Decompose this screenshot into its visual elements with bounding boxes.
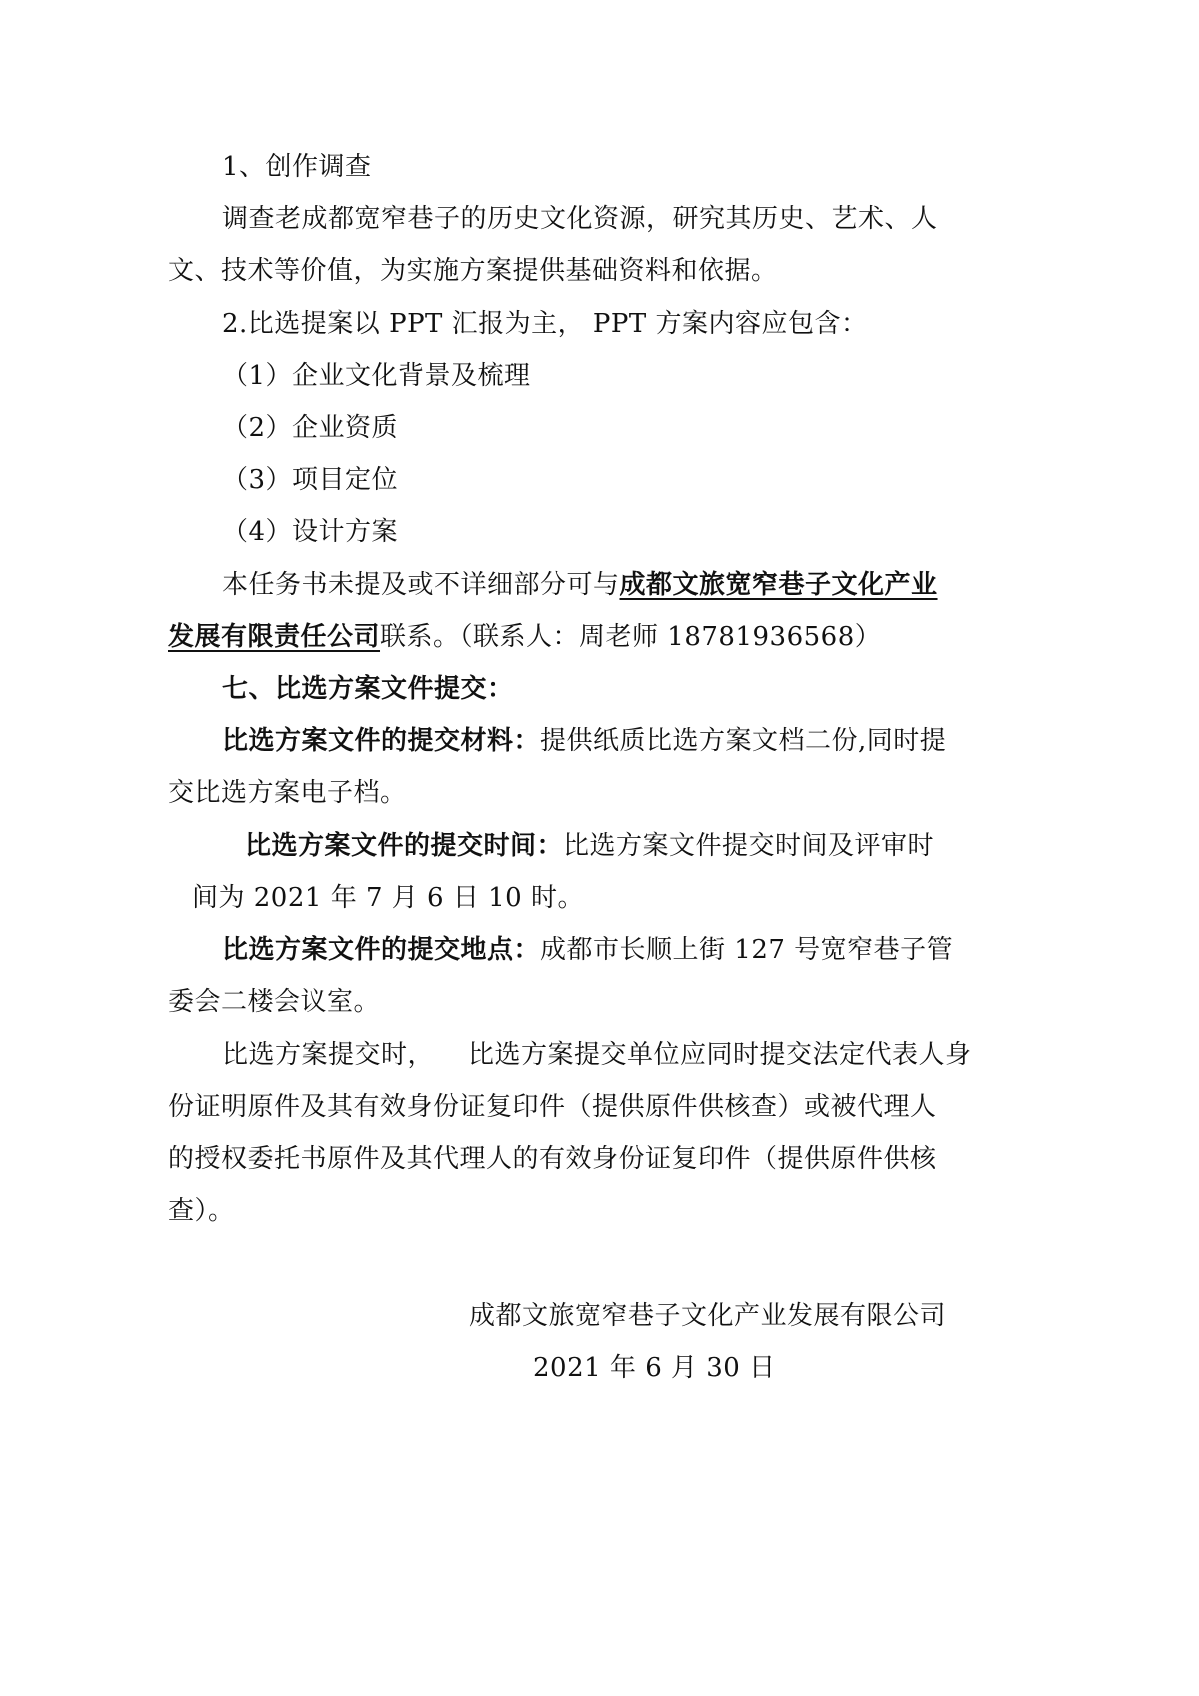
list-item: （2）企业资质 bbox=[222, 413, 399, 443]
materials-line1 bbox=[222, 721, 946, 761]
time-line1 bbox=[245, 826, 934, 866]
notice-line2: 份证明原件及其有效身份证复印件（提供原件供核查）或被代理人 bbox=[168, 1092, 937, 1122]
signature-company: 成都文旅宽窄巷子文化产业发展有限公司 bbox=[469, 1301, 947, 1331]
contact-suffix: 联系。（联系人：周老师 18781936568） bbox=[380, 622, 882, 652]
contact-company: 发展有限责任公司 bbox=[168, 622, 381, 652]
materials-text: 提供纸质比选方案文档二份,同时提 bbox=[540, 726, 947, 756]
contact-line2 bbox=[168, 617, 881, 657]
contact-prefix: 本任务书未提及或不详细部分可与 bbox=[222, 570, 620, 600]
list-item: （4）设计方案 bbox=[222, 517, 399, 547]
time-label: 比选方案文件的提交时间： bbox=[245, 831, 564, 861]
item1-body-line1: 调查老成都宽窄巷子的历史文化资源，研究其历史、艺术、人 bbox=[222, 204, 938, 234]
signature-date: 2021 年 6 月 30 日 bbox=[533, 1353, 776, 1383]
contact-line1 bbox=[222, 565, 938, 605]
notice-line3: 的授权委托书原件及其代理人的有效身份证复印件（提供原件供核 bbox=[168, 1144, 937, 1174]
place-text: 成都市长顺上街 127 号宽窄巷子管 bbox=[540, 935, 954, 965]
item1-body-line2: 文、技术等价值，为实施方案提供基础资料和依据。 bbox=[168, 256, 778, 286]
section7-heading: 七、比选方案文件提交： bbox=[222, 674, 514, 704]
notice-text: 比选方案提交时， bbox=[222, 1040, 435, 1070]
place-line1 bbox=[222, 930, 953, 970]
notice-line1 bbox=[222, 1035, 972, 1075]
place-line2: 委会二楼会议室。 bbox=[168, 987, 381, 1017]
notice-line4: 查）。 bbox=[168, 1196, 235, 1226]
item1-heading: 1、创作调查 bbox=[222, 152, 372, 182]
notice-text: 比选方案提交单位应同时提交法定代表人身 bbox=[468, 1040, 972, 1070]
item2-heading: 2.比选提案以 PPT 汇报为主， PPT 方案内容应包含： bbox=[222, 309, 868, 339]
time-text: 比选方案文件提交时间及评审时 bbox=[563, 831, 935, 861]
place-label: 比选方案文件的提交地点： bbox=[222, 935, 541, 965]
materials-label: 比选方案文件的提交材料： bbox=[222, 726, 541, 756]
list-item: （3）项目定位 bbox=[222, 465, 399, 495]
materials-line2: 交比选方案电子档。 bbox=[168, 778, 407, 808]
contact-company: 成都文旅宽窄巷子文化产业 bbox=[619, 570, 938, 600]
list-item: （1）企业文化背景及梳理 bbox=[222, 361, 531, 391]
time-line2: 间为 2021 年 7 月 6 日 10 时。 bbox=[192, 883, 584, 913]
